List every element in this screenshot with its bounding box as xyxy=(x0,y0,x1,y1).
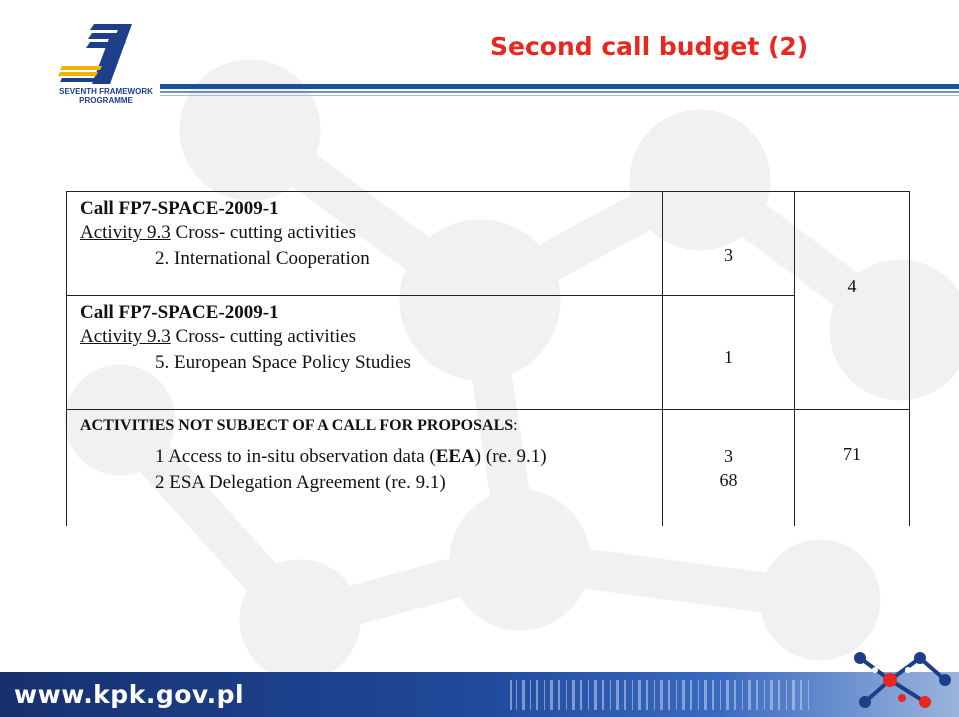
budget-value-cell xyxy=(663,192,795,296)
logo-caption-line1: SEVENTH FRAMEWORK xyxy=(59,87,153,96)
not-subject-heading-text: ACTIVITIES NOT SUBJECT OF A CALL FOR PROPOSALS xyxy=(80,417,514,434)
item1-bold: EEA xyxy=(435,446,475,467)
budget-value-cell xyxy=(663,410,795,526)
table-row xyxy=(67,410,910,526)
budget-table xyxy=(66,191,910,526)
table-row xyxy=(67,296,910,410)
activity-line xyxy=(80,220,662,245)
activity-link: Activity 9.3 xyxy=(80,222,171,243)
page-title: Second call budget (2) xyxy=(490,32,809,61)
budget-value: 68 xyxy=(719,470,738,490)
item1-suffix: ) (re. 9.1) xyxy=(474,446,547,467)
logo-caption-line2: PROGRAMME xyxy=(79,96,133,105)
group-total: 4 xyxy=(847,276,857,296)
budget-value: 3 xyxy=(724,446,733,466)
call-id: Call FP7-SPACE-2009-1 xyxy=(80,302,279,323)
activity-line xyxy=(80,324,662,349)
not-subject-cell xyxy=(67,410,663,526)
group-total-cell xyxy=(795,192,910,410)
molecule-logo-icon xyxy=(830,640,959,717)
logo-caption xyxy=(56,87,156,105)
activity-text: Cross- cutting activities xyxy=(170,326,357,347)
table-row xyxy=(67,192,910,296)
not-subject-heading-colon: : xyxy=(513,417,518,434)
budget-value-cell xyxy=(663,296,795,410)
budget-value: 1 xyxy=(724,347,733,367)
call-description-cell xyxy=(67,296,663,410)
item1-prefix: 1 Access to in-situ observation data ( xyxy=(155,446,436,467)
not-subject-item-2: 2 ESA Delegation Agreement (re. 9.1) xyxy=(155,472,446,493)
not-subject-item-1 xyxy=(80,444,662,470)
activity-sub-item: 5. European Space Policy Studies xyxy=(155,352,411,373)
call-id: Call FP7-SPACE-2009-1 xyxy=(80,198,279,219)
footer-website-url: www.kpk.gov.pl xyxy=(14,680,245,709)
not-subject-total: 71 xyxy=(843,444,861,464)
not-subject-total-cell xyxy=(795,410,910,526)
header-stripes xyxy=(160,84,959,98)
budget-value: 3 xyxy=(724,245,733,265)
call-description-cell xyxy=(67,192,663,296)
activity-sub-item: 2. International Cooperation xyxy=(155,248,370,269)
activity-text: Cross- cutting activities xyxy=(170,222,357,243)
activity-link: Activity 9.3 xyxy=(80,326,171,347)
not-subject-heading xyxy=(80,416,662,436)
budget-values xyxy=(663,410,794,492)
footer-barcode-decoration xyxy=(500,672,830,717)
